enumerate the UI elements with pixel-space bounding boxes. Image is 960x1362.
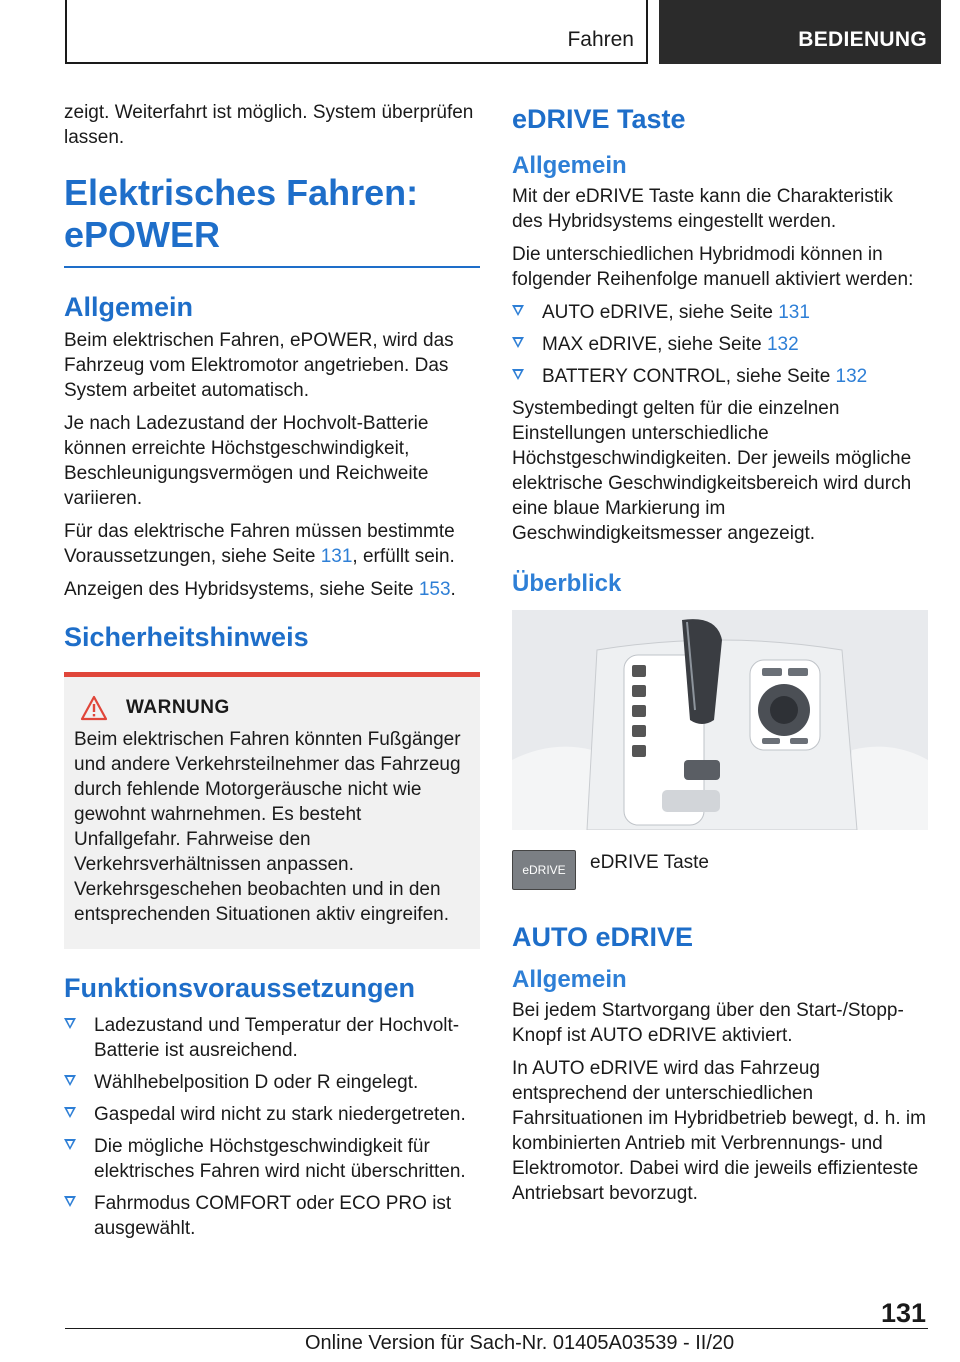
list-item: Gaspedal wird nicht zu stark niedergetreten. bbox=[64, 1102, 480, 1127]
allgemein-heading: Allgemein bbox=[64, 292, 194, 322]
paragraph-requirements bbox=[64, 519, 480, 569]
list-item: AUTO eDRIVE, siehe Seite 131 bbox=[512, 300, 928, 325]
warning-box bbox=[64, 672, 480, 949]
footer-divider bbox=[65, 1328, 928, 1329]
page-link-131[interactable]: 131 bbox=[320, 546, 353, 567]
header-section-label: Fahren bbox=[567, 28, 634, 51]
modes-list bbox=[512, 300, 928, 389]
intro-paragraph: zeigt. Weiterfahrt ist möglich. System überprüfen lassen. bbox=[64, 102, 474, 148]
key-caption-row bbox=[512, 850, 928, 890]
list-item: Die mögliche Höchstgeschwindigkeit für elektrisches Fahren wird nicht überschritten. bbox=[64, 1134, 480, 1184]
auto-edrive-heading: AUTO eDRIVE bbox=[512, 922, 694, 952]
page-number: 131 bbox=[880, 1298, 926, 1328]
overview-heading: Überblick bbox=[512, 570, 622, 597]
bullet-triangle-icon bbox=[64, 1196, 76, 1207]
warning-title: WARNUNG bbox=[126, 697, 230, 718]
footer-text: Online Version für Sach-Nr. 01405A03539 - II/20 bbox=[305, 1332, 735, 1354]
requirements-tail: , erfüllt sein. bbox=[352, 546, 455, 567]
header-chapter-label: BEDIENUNG bbox=[798, 28, 927, 51]
bullet-triangle-icon bbox=[512, 305, 524, 316]
list-item: MAX eDRIVE, siehe Seite 132 bbox=[512, 332, 928, 357]
page-link[interactable]: 132 bbox=[835, 366, 868, 387]
key-caption: eDRIVE Taste bbox=[590, 852, 709, 873]
auto-allgemein-heading: Allgemein bbox=[512, 966, 627, 993]
auto-paragraph-1: Bei jedem Startvorgang über den Start-/Stopp-Knopf ist AUTO eDRIVE aktiviert. bbox=[512, 1000, 904, 1046]
title-divider bbox=[64, 266, 480, 268]
list-item: Ladezustand und Temperatur der Hochvolt-Batterie ist ausreichend. bbox=[64, 1013, 480, 1063]
edrive-paragraph-2: Die unterschiedlichen Hybridmodi können in folgender Reihenfolge manuell aktiviert werden: bbox=[512, 244, 914, 290]
warning-text: Beim elektrischen Fahren könnten Fußgänger und andere Verkehrsteilnehmer das Fahrzeug durch fehlende Motorgeräusche nicht wie gewohnt wahrnehmen. Es besteht Unfallgefahr. Fahrweise den Verkehrsverhältnissen anpassen. Verkehrsgeschehen beobachten und in den entsprechenden Situationen aktiv eingreifen. bbox=[74, 729, 461, 925]
bullet-triangle-icon bbox=[64, 1107, 76, 1118]
list-item: BATTERY CONTROL, siehe Seite 132 bbox=[512, 364, 928, 389]
edrive-key-icon: eDRIVE bbox=[512, 850, 576, 890]
safety-heading: Sicherheitshinweis bbox=[64, 622, 309, 652]
display-tail: . bbox=[450, 579, 456, 600]
edrive-paragraph-1: Mit der eDRIVE Taste kann die Charakteristik des Hybridsystems eingestellt werden. bbox=[512, 186, 893, 232]
paragraph-battery: Je nach Ladezustand der Hochvolt-Batterie können erreichte Höchstgeschwindigkeit, Beschleunigungsvermögen und Reichweite variieren. bbox=[64, 413, 429, 509]
right-column bbox=[512, 100, 928, 1214]
left-column bbox=[64, 100, 480, 1248]
page-link[interactable]: 132 bbox=[766, 334, 799, 355]
page-link-153[interactable]: 153 bbox=[418, 579, 451, 600]
functions-list bbox=[64, 1013, 480, 1241]
display-text: Anzeigen des Hybridsystems, siehe Seite bbox=[64, 579, 419, 600]
bullet-triangle-icon bbox=[64, 1139, 76, 1150]
warning-header bbox=[74, 695, 470, 721]
edrive-paragraph-3: Systembedingt gelten für die einzelnen Einstellungen unterschiedliche Höchstgeschwindigkeiten. Der jeweils mögliche elektrische Geschwindigkeitsbereich wird durch eine blaue Markierung im Geschwindigkeitsmesser angezeigt. bbox=[512, 398, 912, 544]
center-console-photo bbox=[512, 610, 928, 830]
paragraph-display bbox=[64, 577, 480, 602]
header-section-box bbox=[65, 0, 648, 64]
list-item: Wählhebelposition D oder R eingelegt. bbox=[64, 1070, 480, 1095]
warning-triangle-icon bbox=[80, 695, 108, 721]
header-chapter-box bbox=[659, 0, 941, 64]
edrive-heading: eDRIVE Taste bbox=[512, 104, 686, 134]
page-title: Elektrisches Fahren: ePOWER bbox=[64, 172, 419, 255]
functions-heading: Funktionsvoraussetzungen bbox=[64, 973, 416, 1003]
paragraph-epower: Beim elektrischen Fahren, ePOWER, wird das Fahrzeug vom Elektromotor angetrieben. Das System arbeitet automatisch. bbox=[64, 330, 454, 401]
requirements-text: Für das elektrische Fahren müssen bestimmte Voraussetzungen, siehe Seite bbox=[64, 521, 455, 567]
list-item: Fahrmodus COMFORT oder ECO PRO ist ausgewählt. bbox=[64, 1191, 480, 1241]
center-console-image bbox=[512, 610, 928, 830]
edrive-allgemein-heading: Allgemein bbox=[512, 152, 627, 179]
auto-paragraph-2: In AUTO eDRIVE wird das Fahrzeug entsprechend der unterschiedlichen Fahrsituationen im Hybridbetrieb bewegt, d. h. im kombinierten Antrieb mit Verbrennungs- und Elektromotor. Dabei wird die jeweils effizienteste Antriebsart bevorzugt. bbox=[512, 1058, 926, 1204]
bullet-triangle-icon bbox=[64, 1075, 76, 1086]
bullet-triangle-icon bbox=[512, 369, 524, 380]
bullet-triangle-icon bbox=[64, 1018, 76, 1029]
bullet-triangle-icon bbox=[512, 337, 524, 348]
page-link[interactable]: 131 bbox=[778, 302, 810, 323]
